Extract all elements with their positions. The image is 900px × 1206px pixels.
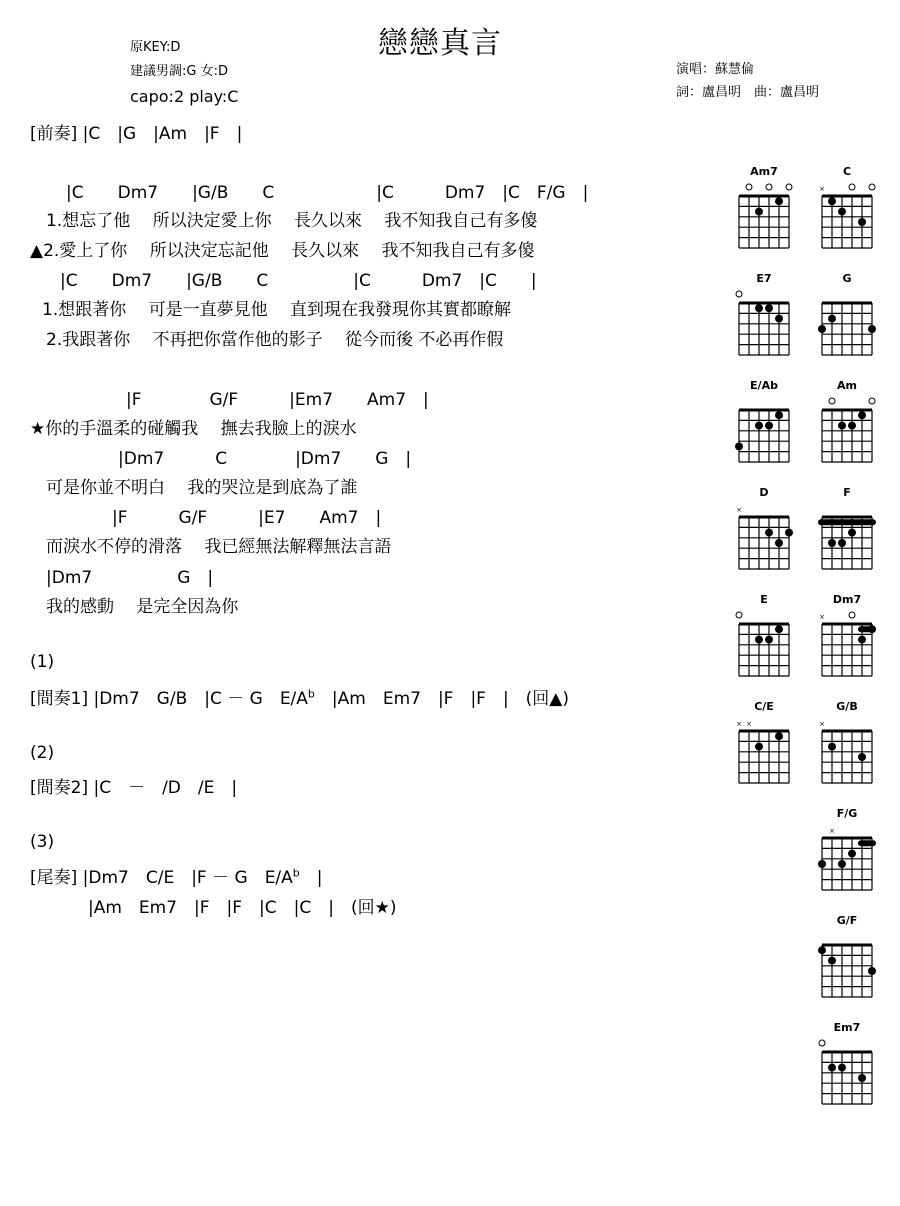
open-string-marker (766, 184, 772, 190)
chord-name-am7: Am7 (750, 165, 778, 178)
finger-dot (785, 529, 793, 537)
muted-string-marker: × (736, 720, 742, 728)
finger-dot (838, 860, 846, 868)
finger-dot (775, 197, 783, 205)
verse-lyric-1a: 1.想忘了他 所以決定愛上你 長久以來 我不知我自己有多傻 (46, 211, 538, 231)
finger-dot (755, 743, 763, 751)
finger-dot (818, 946, 826, 954)
chord-name-em7: Em7 (833, 1021, 861, 1034)
chorus-chords-1: |F G/F |Em7 Am7 | (126, 390, 429, 410)
open-string-marker (736, 612, 742, 618)
open-string-marker (829, 398, 835, 404)
chord-name-f: F (843, 486, 851, 499)
finger-dot (828, 743, 836, 751)
open-string-marker (736, 291, 742, 297)
finger-dot (838, 1064, 846, 1072)
finger-dot (848, 850, 856, 858)
finger-dot (755, 208, 763, 216)
verse-lyric-2b: 2.我跟著你 不再把你當作他的影子 從今而後 不必再作假 (46, 330, 504, 350)
open-string-marker (746, 184, 752, 190)
chorus-chords-4: |Dm7 G | (46, 568, 214, 588)
partial-barre-bar (858, 840, 876, 846)
chord-name-f-g: F/G (836, 807, 858, 820)
section-number-2: (2) (30, 743, 55, 763)
chord-name-d: D (759, 486, 769, 499)
finger-dot (838, 208, 846, 216)
finger-dot (765, 636, 773, 644)
finger-dot (818, 860, 826, 868)
finger-dot (838, 422, 846, 430)
intro-line: [前奏] |C |G |Am |F | (30, 124, 243, 144)
finger-dot (858, 1074, 866, 1082)
finger-dot (858, 411, 866, 419)
finger-dot (828, 957, 836, 965)
finger-dot (775, 315, 783, 323)
finger-dot (828, 539, 836, 547)
open-string-marker (869, 398, 875, 404)
outro-1-main: [尾奏] |Dm7 C/E |F － G E/A (30, 868, 293, 888)
interlude-2: [間奏2] |C － /D /E | (30, 778, 238, 798)
interlude-1-main: [間奏1] |Dm7 G/B |C － G E/A (30, 689, 308, 709)
verse-chords-2: |C Dm7 |G/B C |C Dm7 |C | (60, 271, 537, 291)
chorus-lyric-2: 可是你並不明白 我的哭泣是到底為了誰 (46, 478, 358, 498)
chord-name-g: G (842, 272, 852, 285)
finger-dot (775, 539, 783, 547)
finger-dot (868, 325, 876, 333)
finger-dot (838, 539, 846, 547)
open-string-marker (786, 184, 792, 190)
interlude-1-flat: b (307, 687, 315, 701)
finger-dot (858, 753, 866, 761)
original-key: 原KEY:D (130, 40, 181, 55)
finger-dot (858, 636, 866, 644)
finger-dot (848, 422, 856, 430)
finger-dot (765, 422, 773, 430)
finger-dot (765, 529, 773, 537)
finger-dot (775, 732, 783, 740)
finger-dot (765, 304, 773, 312)
muted-string-marker: × (829, 827, 835, 835)
open-string-marker (869, 184, 875, 190)
chord-name-c-e: C/E (754, 700, 774, 713)
muted-string-marker: × (736, 506, 742, 514)
open-string-marker (819, 1040, 825, 1046)
muted-string-marker: × (819, 185, 825, 193)
chorus-chords-2: |Dm7 C |Dm7 G | (118, 449, 412, 469)
muted-string-marker: × (746, 720, 752, 728)
open-string-marker (849, 184, 855, 190)
credits: 詞：盧昌明 曲：盧昌明 (676, 85, 820, 100)
chord-name-e-ab: E/Ab (750, 379, 778, 392)
chord-name-am: Am (837, 379, 857, 392)
open-string-marker (849, 612, 855, 618)
capo-info: capo:2 play:C (130, 87, 239, 106)
chord-name-dm7: Dm7 (832, 593, 862, 606)
barre-bar (818, 519, 876, 525)
finger-dot (828, 315, 836, 323)
outro-1-end: | (299, 868, 323, 888)
finger-dot (735, 442, 743, 450)
finger-dot (755, 304, 763, 312)
song-title: 戀戀真言 (378, 26, 502, 61)
singer: 演唱：蘇慧倫 (676, 62, 755, 77)
finger-dot (775, 411, 783, 419)
chord-name-e: E (760, 593, 768, 606)
finger-dot (858, 218, 866, 226)
chord-name-g-f: G/F (836, 914, 858, 927)
outro-1-flat: b (292, 866, 300, 880)
verse-lyric-1b: ▲2.愛上了你 所以決定忘記他 長久以來 我不知我自己有多傻 (30, 241, 535, 261)
chorus-lyric-3: 而淚水不停的滑落 我已經無法解釋無法言語 (46, 537, 392, 557)
suggested-key: 建議男調:G 女:D (130, 64, 228, 79)
finger-dot (828, 1064, 836, 1072)
finger-dot (848, 529, 856, 537)
chord-name-e7: E7 (756, 272, 772, 285)
section-number-3: (3) (30, 832, 55, 852)
muted-string-marker: × (819, 720, 825, 728)
chorus-chords-3: |F G/F |E7 Am7 | (112, 508, 382, 528)
outro-line-2: |Am Em7 |F |F |C |C | (回★) (88, 898, 397, 918)
chord-name-g-b: G/B (836, 700, 858, 713)
finger-dot (868, 967, 876, 975)
finger-dot (818, 325, 826, 333)
interlude-1-end: |Am Em7 |F |F | (回▲) (314, 689, 570, 709)
chorus-lyric-4: 我的感動 是完全因為你 (46, 597, 239, 617)
chorus-lyric-1: ★你的手溫柔的碰觸我 撫去我臉上的淚水 (30, 419, 357, 439)
finger-dot (775, 625, 783, 633)
finger-dot (755, 422, 763, 430)
verse-lyric-2a: 1.想跟著你 可是一直夢見他 直到現在我發現你其實都瞭解 (42, 300, 512, 320)
finger-dot (755, 636, 763, 644)
muted-string-marker: × (819, 613, 825, 621)
chord-name-c: C (842, 165, 852, 178)
section-number-1: (1) (30, 652, 55, 672)
finger-dot (868, 625, 876, 633)
verse-chords-1: |C Dm7 |G/B C |C Dm7 |C F/G | (66, 183, 589, 203)
finger-dot (828, 197, 836, 205)
